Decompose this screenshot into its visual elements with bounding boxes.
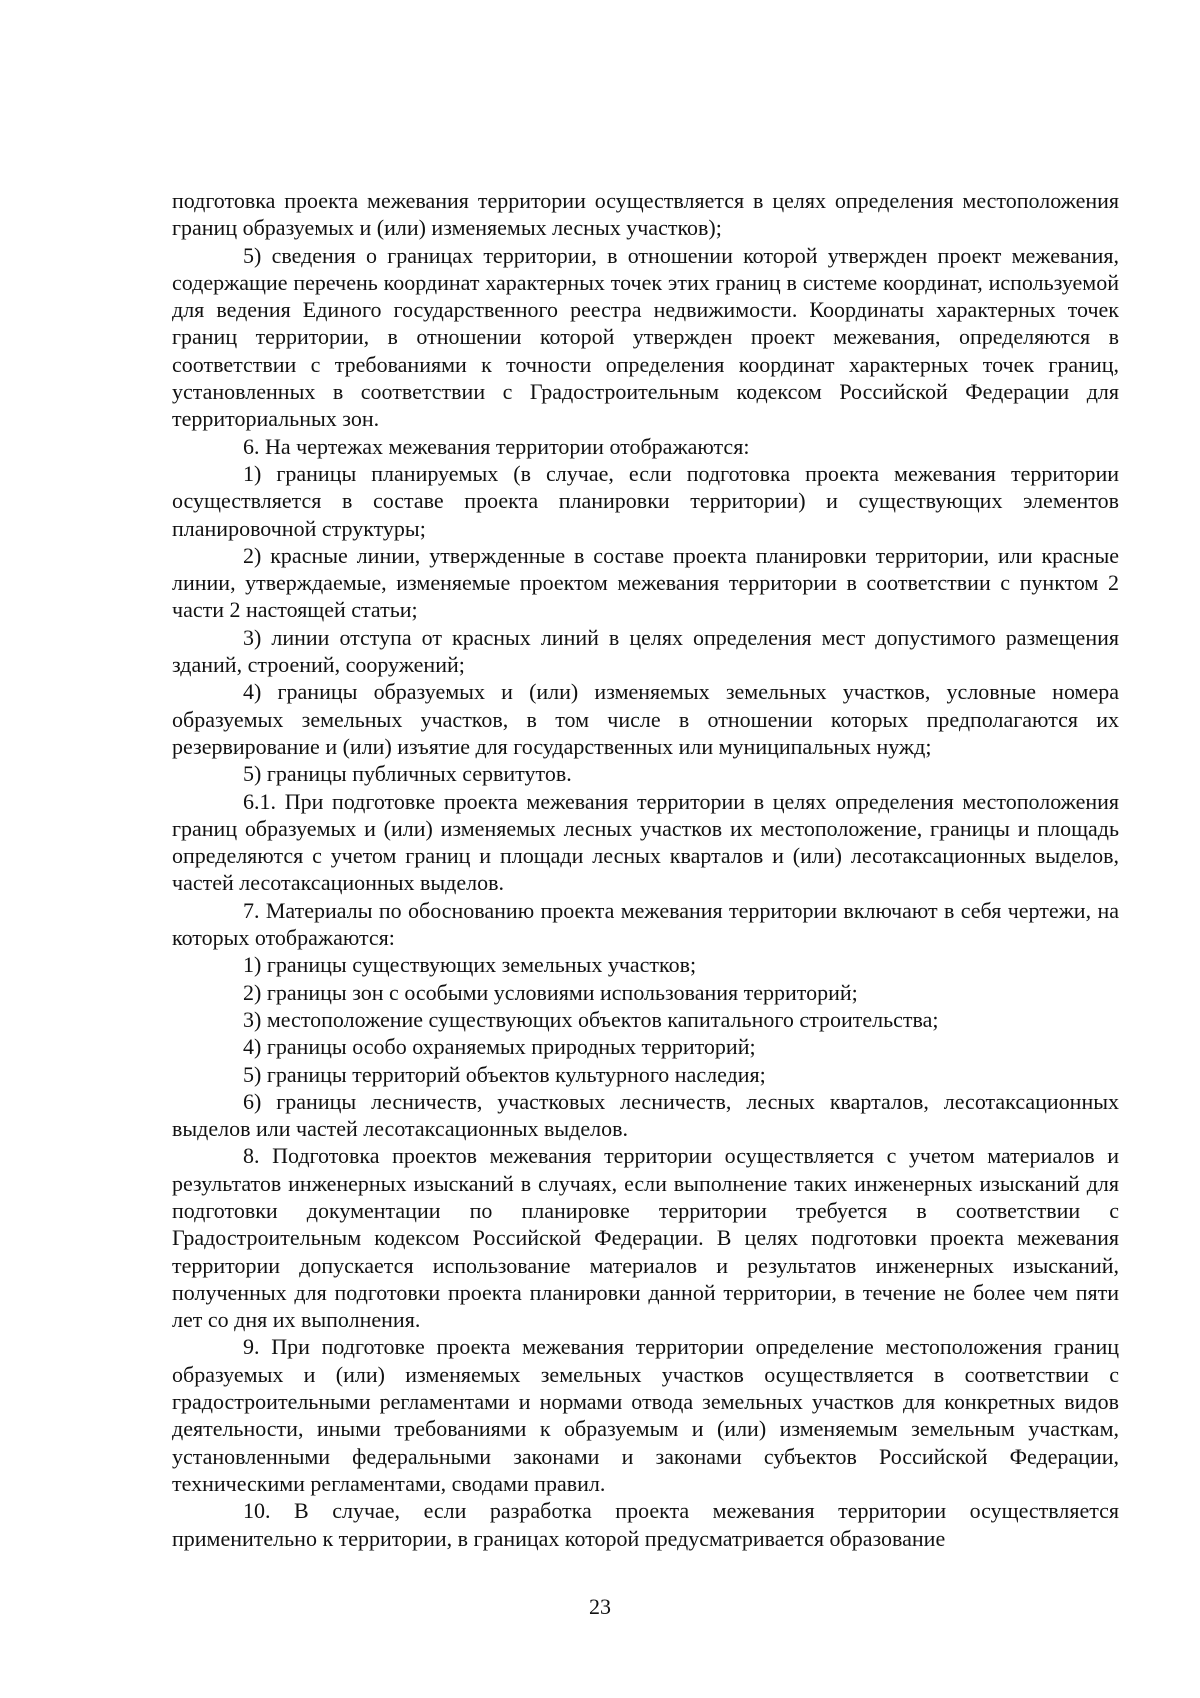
paragraph: 4) границы особо охраняемых природных территорий; bbox=[243, 1034, 756, 1060]
paragraph: 1) границы существующих земельных участков; bbox=[243, 952, 697, 978]
document-body bbox=[172, 187, 1119, 1552]
paragraph: 2) красные линии, утвержденные в составе проекта планировки территории, или красные линии, утверждаемые, изменяемые проектом межевания территории в соответствии с пунктом 2 части 2 настоящей статьи; bbox=[172, 542, 1119, 623]
paragraph: 6. На чертежах межевания территории отображаются: bbox=[243, 433, 750, 459]
paragraph: 5) границы публичных сервитутов. bbox=[243, 761, 572, 787]
paragraph: 1) границы планируемых (в случае, если подготовка проекта межевания территории осуществляется в составе проекта планировки территории) и существующих элементов планировочной структуры; bbox=[172, 460, 1119, 541]
paragraph: 4) границы образуемых и (или) изменяемых земельных участков, условные номера образуемых земельных участков, в том числе в отношении которых предполагаются их резервирование и (или) изъятие для государственных или муниципальных нужд; bbox=[172, 679, 1119, 759]
paragraph: 5) границы территорий объектов культурного наследия; bbox=[243, 1061, 766, 1087]
paragraph: 2) границы зон с особыми условиями использования территорий; bbox=[243, 979, 858, 1005]
paragraph: 6) границы лесничеств, участковых лесничеств, лесных кварталов, лесотаксационных выделов или частей лесотаксационных выделов. bbox=[172, 1088, 1119, 1142]
paragraph: 3) линии отступа от красных линий в целях определения мест допустимого размещения зданий, строений, сооружений; bbox=[172, 624, 1119, 678]
paragraph: 8. Подготовка проектов межевания территории осуществляется с учетом материалов и результатов инженерных изысканий в случаях, если выполнение таких инженерных изысканий для подготовки документации по планировке территории требуется в соответствии с Градостроительным кодексом Российской Федерации. В целях подготовки проекта межевания территории допускается использование материалов и результатов инженерных изысканий, полученных для подготовки проекта планировки данной территории, в течение не более чем пяти лет со дня их выполнения. bbox=[172, 1143, 1119, 1333]
paragraph: 7. Материалы по обоснованию проекта межевания территории включают в себя чертежи, на которых отображаются: bbox=[172, 897, 1119, 951]
paragraph: 10. В случае, если разработка проекта межевания территории осуществляется применительно к территории, в границах которой предусматривается образование bbox=[172, 1498, 1119, 1551]
paragraph: 9. При подготовке проекта межевания территории определение местоположения границ образуемых и (или) изменяемых земельных участков осуществляется в соответствии с градостроительными регламентами и нормами отвода земельных участков для конкретных видов деятельности, иными требованиями к образуемым и (или) изменяемым земельным участкам, установленными федеральными законами и законами субъектов Российской Федерации, техническими регламентами, сводами правил. bbox=[172, 1334, 1119, 1496]
paragraph: подготовка проекта межевания территории осуществляется в целях определения местоположения границ образуемых и (или) изменяемых лесных участков); bbox=[172, 188, 1119, 241]
paragraph: 3) местоположение существующих объектов капитального строительства; bbox=[243, 1006, 939, 1032]
page-number: 23 bbox=[589, 1594, 611, 1619]
paragraph: 5) сведения о границах территории, в отношении которой утвержден проект межевания, содержащие перечень координат характерных точек этих границ в системе координат, используемой для ведения Единого государственного реестра недвижимости. Координаты характерных точек границ территории, в отношении которой утвержден проект межевания, определяются в соответствии с требованиями к точности определения координат характерных точек границ, установленных в соответствии с Градостроительным кодексом Российской Федерации для территориальных зон. bbox=[172, 242, 1119, 432]
paragraph: 6.1. При подготовке проекта межевания территории в целях определения местоположения границ образуемых и (или) изменяемых лесных участков их местоположение, границы и площадь определяются с учетом границ и площади лесных кварталов и (или) лесотаксационных выделов, частей лесотаксационных выделов. bbox=[172, 788, 1119, 896]
